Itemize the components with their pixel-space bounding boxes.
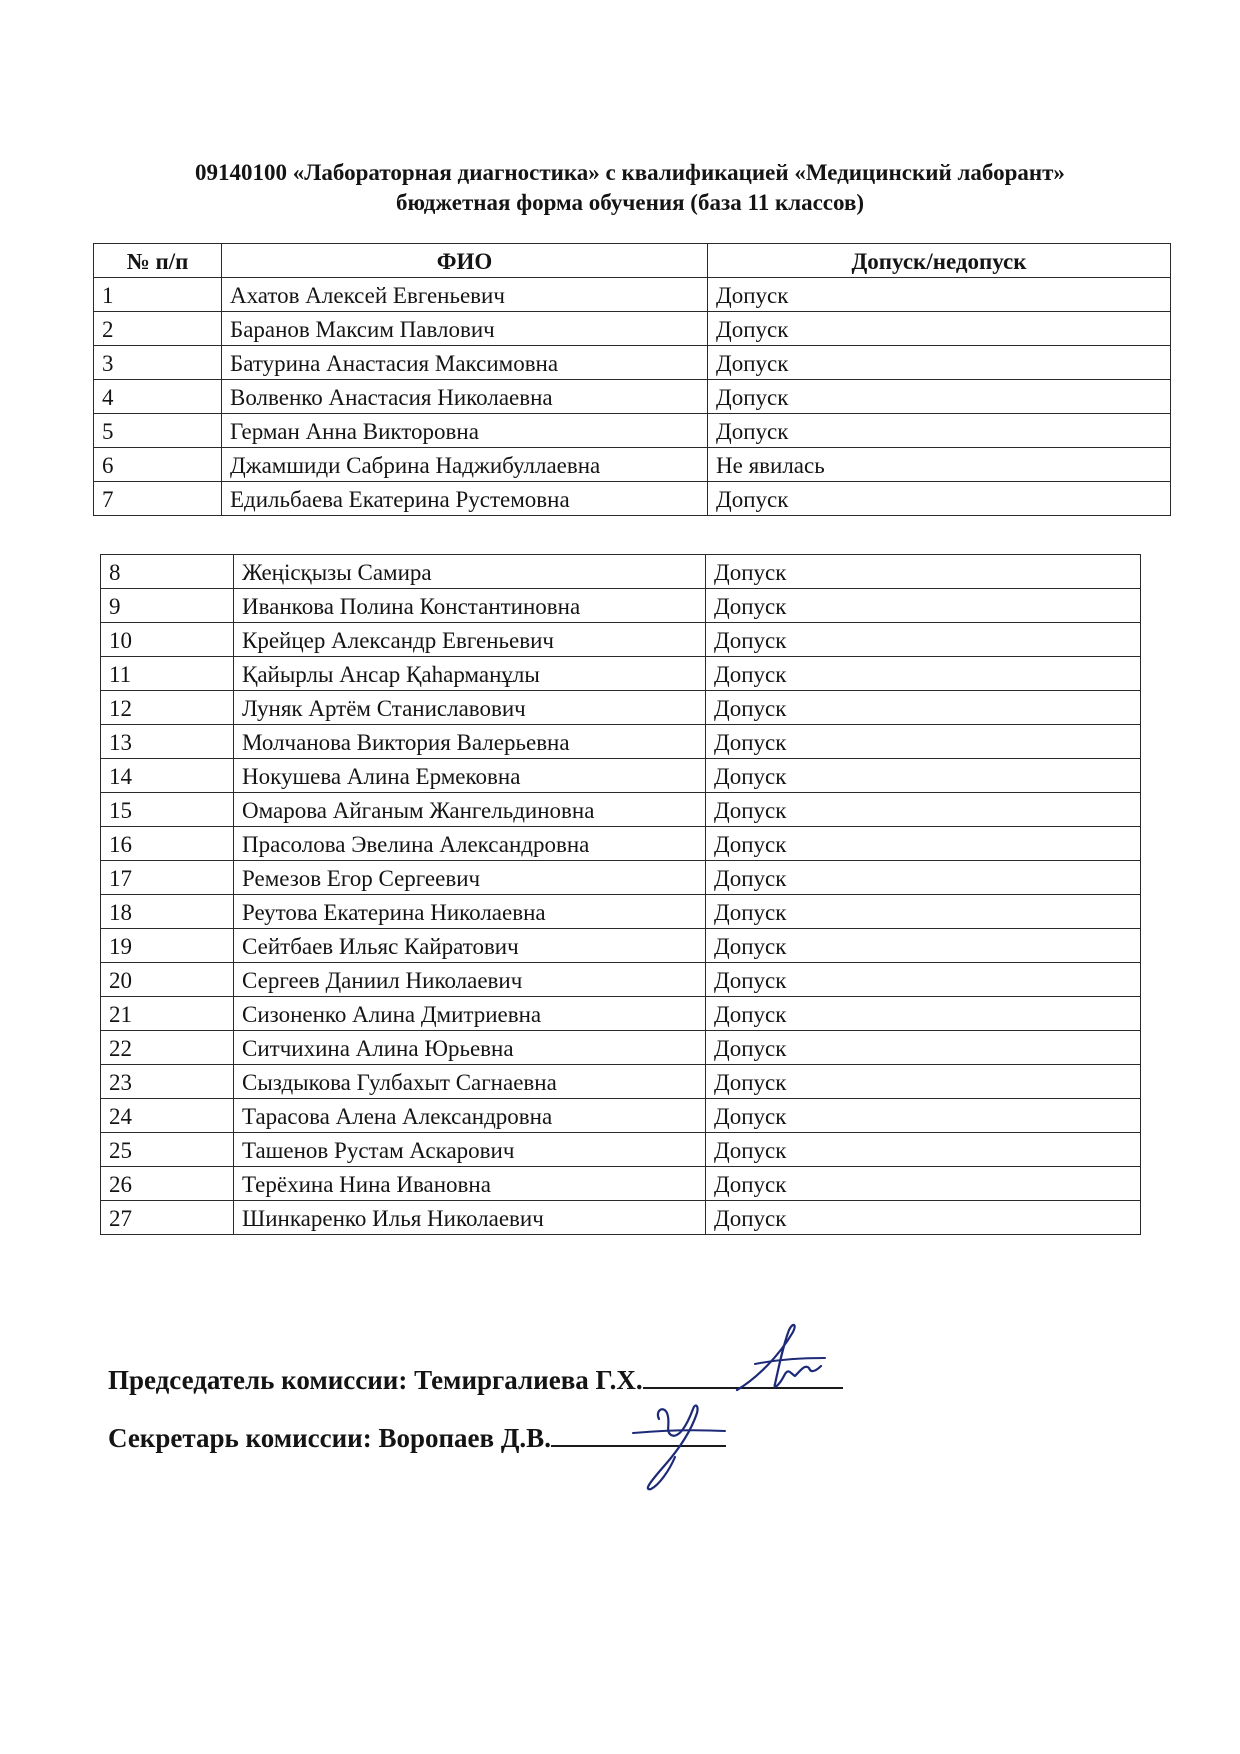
- table-row: [94, 278, 1171, 312]
- row-number-cell: 10: [101, 623, 234, 657]
- row-number-cell: 3: [94, 346, 222, 380]
- student-name-cell: Қайырлы Ансар Қаһарманұлы: [234, 657, 706, 691]
- admission-status-cell: Допуск: [706, 861, 1141, 895]
- document-title-line-1: 09140100 «Лабораторная диагностика» с квалификацией «Медицинский лаборант»: [195, 160, 1065, 185]
- admission-status-cell: Допуск: [706, 725, 1141, 759]
- student-name-cell: Терёхина Нина Ивановна: [234, 1167, 706, 1201]
- table-row: [94, 312, 1171, 346]
- table-row: [94, 414, 1171, 448]
- row-number-cell: 11: [101, 657, 234, 691]
- admission-status-cell: Допуск: [706, 555, 1141, 589]
- row-number-cell: 22: [101, 1031, 234, 1065]
- row-number-cell: 12: [101, 691, 234, 725]
- admission-status-cell: Допуск: [706, 929, 1141, 963]
- admission-status-cell: Допуск: [708, 414, 1171, 448]
- student-name-cell: Нокушева Алина Ермековна: [234, 759, 706, 793]
- admission-table-part-2: [100, 554, 1141, 1235]
- table-row: [101, 1031, 1141, 1065]
- student-name-cell: Едильбаева Екатерина Рустемовна: [222, 482, 708, 516]
- student-name-cell: Сергеев Даниил Николаевич: [234, 963, 706, 997]
- admission-status-cell: Допуск: [708, 482, 1171, 516]
- secretary-signature-stroke: [648, 1406, 698, 1490]
- table-row: [94, 448, 1171, 482]
- table-row: [101, 725, 1141, 759]
- student-name-cell: Реутова Екатерина Николаевна: [234, 895, 706, 929]
- secretary-label: Секретарь комиссии: Воропаев Д.В.: [108, 1423, 551, 1453]
- chairman-label: Председатель комиссии: Темиргалиева Г.Х.: [108, 1365, 643, 1395]
- admission-status-cell: Допуск: [706, 1099, 1141, 1133]
- admission-status-cell: Допуск: [706, 1201, 1141, 1235]
- row-number-cell: 19: [101, 929, 234, 963]
- table-row: [101, 827, 1141, 861]
- student-name-cell: Сизоненко Алина Дмитриевна: [234, 997, 706, 1031]
- admission-status-cell: Допуск: [708, 346, 1171, 380]
- admission-status-cell: Допуск: [706, 963, 1141, 997]
- row-number-cell: 25: [101, 1133, 234, 1167]
- table-row: [101, 997, 1141, 1031]
- header-status: Допуск/недопуск: [708, 244, 1171, 278]
- table-row: [94, 380, 1171, 414]
- admission-status-cell: Допуск: [706, 1031, 1141, 1065]
- table-row: [101, 1201, 1141, 1235]
- student-name-cell: Тарасова Алена Александровна: [234, 1099, 706, 1133]
- admission-status-cell: Допуск: [706, 1133, 1141, 1167]
- table-row: [101, 861, 1141, 895]
- student-name-cell: Молчанова Виктория Валерьевна: [234, 725, 706, 759]
- row-number-cell: 13: [101, 725, 234, 759]
- row-number-cell: 7: [94, 482, 222, 516]
- admission-status-cell: Допуск: [706, 1065, 1141, 1099]
- table-header-row: [94, 244, 1171, 278]
- student-name-cell: Джамшиди Сабрина Наджибуллаевна: [222, 448, 708, 482]
- admission-status-cell: Допуск: [706, 657, 1141, 691]
- row-number-cell: 18: [101, 895, 234, 929]
- row-number-cell: 1: [94, 278, 222, 312]
- table-row: [101, 691, 1141, 725]
- row-number-cell: 24: [101, 1099, 234, 1133]
- table-row: [101, 589, 1141, 623]
- chairman-signature-line: [108, 1363, 843, 1397]
- admission-status-cell: Допуск: [706, 997, 1141, 1031]
- admission-status-cell: Допуск: [708, 312, 1171, 346]
- admission-status-cell: Допуск: [706, 793, 1141, 827]
- admission-status-cell: Допуск: [706, 895, 1141, 929]
- row-number-cell: 27: [101, 1201, 234, 1235]
- student-name-cell: Жеңісқызы Самира: [234, 555, 706, 589]
- student-name-cell: Луняк Артём Станиславович: [234, 691, 706, 725]
- table-body-part-1: [94, 278, 1171, 516]
- row-number-cell: 5: [94, 414, 222, 448]
- admission-status-cell: Допуск: [706, 691, 1141, 725]
- row-number-cell: 8: [101, 555, 234, 589]
- student-name-cell: Ситчихина Алина Юрьевна: [234, 1031, 706, 1065]
- table-row: [101, 1133, 1141, 1167]
- admission-status-cell: Не явилась: [708, 448, 1171, 482]
- student-name-cell: Ахатов Алексей Евгеньевич: [222, 278, 708, 312]
- row-number-cell: 26: [101, 1167, 234, 1201]
- student-name-cell: Ремезов Егор Сергеевич: [234, 861, 706, 895]
- student-name-cell: Волвенко Анастасия Николаевна: [222, 380, 708, 414]
- admission-status-cell: Допуск: [706, 1167, 1141, 1201]
- table-row: [101, 657, 1141, 691]
- row-number-cell: 21: [101, 997, 234, 1031]
- table-row: [101, 1099, 1141, 1133]
- student-name-cell: Шинкаренко Илья Николаевич: [234, 1201, 706, 1235]
- row-number-cell: 15: [101, 793, 234, 827]
- admission-status-cell: Допуск: [708, 380, 1171, 414]
- admission-status-cell: Допуск: [706, 589, 1141, 623]
- secretary-handwritten-signature: [625, 1395, 735, 1495]
- table-row: [101, 1167, 1141, 1201]
- row-number-cell: 6: [94, 448, 222, 482]
- admission-table-part-1: [93, 243, 1171, 516]
- student-name-cell: Герман Анна Викторовна: [222, 414, 708, 448]
- student-name-cell: Батурина Анастасия Максимовна: [222, 346, 708, 380]
- student-name-cell: Прасолова Эвелина Александровна: [234, 827, 706, 861]
- row-number-cell: 9: [101, 589, 234, 623]
- row-number-cell: 16: [101, 827, 234, 861]
- table-row: [101, 1065, 1141, 1099]
- chairman-handwritten-signature: [735, 1318, 845, 1398]
- table-row: [101, 759, 1141, 793]
- header-number: № п/п: [94, 244, 222, 278]
- table-row: [101, 929, 1141, 963]
- row-number-cell: 14: [101, 759, 234, 793]
- admission-status-cell: Допуск: [706, 623, 1141, 657]
- admission-status-cell: Допуск: [708, 278, 1171, 312]
- header-name: ФИО: [222, 244, 708, 278]
- table-row: [94, 346, 1171, 380]
- table-row: [101, 963, 1141, 997]
- document-title-line-2: бюджетная форма обучения (база 11 классов): [395, 190, 865, 215]
- student-name-cell: Омарова Айганым Жангельдиновна: [234, 793, 706, 827]
- chairman-signature-stroke: [755, 1358, 825, 1364]
- table-row: [101, 555, 1141, 589]
- student-name-cell: Баранов Максим Павлович: [222, 312, 708, 346]
- row-number-cell: 2: [94, 312, 222, 346]
- table-body-part-2: [101, 555, 1141, 1235]
- table-row: [101, 895, 1141, 929]
- student-name-cell: Сыздыкова Гулбахыт Сагнаевна: [234, 1065, 706, 1099]
- row-number-cell: 23: [101, 1065, 234, 1099]
- student-name-cell: Иванкова Полина Константиновна: [234, 589, 706, 623]
- row-number-cell: 20: [101, 963, 234, 997]
- admission-status-cell: Допуск: [706, 759, 1141, 793]
- row-number-cell: 4: [94, 380, 222, 414]
- table-row: [94, 482, 1171, 516]
- table-row: [101, 623, 1141, 657]
- table-row: [101, 793, 1141, 827]
- student-name-cell: Ташенов Рустам Аскарович: [234, 1133, 706, 1167]
- row-number-cell: 17: [101, 861, 234, 895]
- admission-status-cell: Допуск: [706, 827, 1141, 861]
- student-name-cell: Сейтбаев Ильяс Кайратович: [234, 929, 706, 963]
- student-name-cell: Крейцер Александр Евгеньевич: [234, 623, 706, 657]
